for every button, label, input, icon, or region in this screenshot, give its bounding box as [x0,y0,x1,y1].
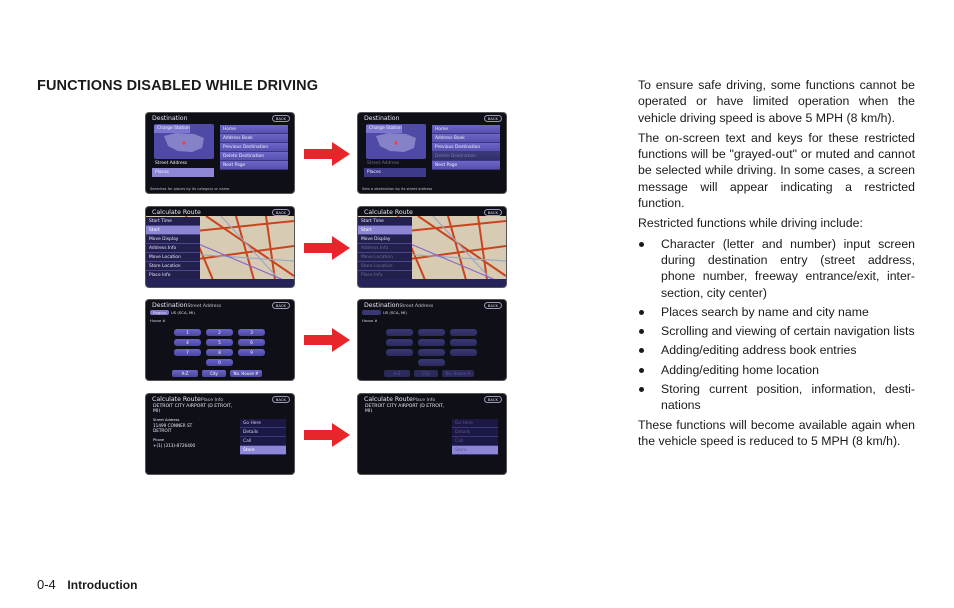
address-book-button[interactable]: Address Book [220,134,288,143]
back-button[interactable]: BACK [484,209,502,216]
screen-street-address-driving [358,300,506,380]
screen-street-address-normal [146,300,294,380]
list-item: Adding/editing home location [638,362,915,378]
screen-title: Calculate Route [152,209,201,216]
screen-subtitle: Street Address [187,304,222,309]
start-item[interactable]: Start [358,226,412,235]
call-button[interactable]: Call [240,437,286,446]
screen-place-info-driving [358,394,506,474]
key-8 [418,349,445,356]
move-location-item[interactable]: Move Location [146,253,200,262]
back-button[interactable]: BACK [484,396,502,403]
place-details [153,404,233,448]
screen-title [152,302,221,309]
address-line-2: DETROIT [153,428,172,433]
key-0 [418,359,445,366]
back-button[interactable]: BACK [272,302,290,309]
route-menu [358,217,412,280]
screen-route-normal [146,207,294,287]
back-button[interactable]: BACK [484,302,502,309]
phone-label: Phone [153,438,165,442]
arrow-icon [304,236,350,260]
back-button[interactable]: BACK [272,396,290,403]
key-0[interactable]: 0 [206,359,233,366]
home-button[interactable]: Home [220,125,288,134]
body-text [638,77,915,453]
store-button: Store [452,446,498,455]
destination-menu [432,125,500,170]
list-item: Storing current position, information, desti-nations [638,381,915,414]
address-line-1: 11499 CONNER ST [153,423,193,428]
previous-destination-button[interactable]: Previous Destination [220,143,288,152]
delete-destination-button: Delete Destination [432,152,500,161]
list-intro: Restricted functions while driving include: [638,216,863,231]
region-tag: Region [362,310,381,315]
place-name: DETROIT CITY AIRPORT (D ETROIT, MI) [153,404,233,414]
route-status-bar [146,279,294,287]
screen-title: Destination [152,115,188,122]
key-3 [450,329,477,336]
key-3[interactable]: 3 [238,329,265,336]
restricted-functions-list [638,236,915,414]
arrow-shape [304,328,350,352]
place-details [365,404,445,414]
list-item: Character (letter and number) input screen during destination entry (street address, phone number, freeway entrance/exit, inter-section, city center) [638,236,915,301]
key-6 [450,339,477,346]
start-item[interactable]: Start [146,226,200,235]
phone-number: +(1) (313)-8726400 [153,443,196,448]
list-item: Adding/editing address book entries [638,342,915,358]
address-info-item: Address Info [358,244,412,253]
charge-station-button[interactable]: Charge Station [366,125,402,133]
key-4 [386,339,413,346]
street-address-button[interactable]: Street Address [155,161,188,166]
store-location-item: Store Location [358,262,412,271]
start-time-item[interactable]: Start Time [358,217,412,226]
screen-hint: Searches for places by its category or name [150,187,230,191]
next-page-button[interactable]: Next Page [432,161,500,170]
back-button[interactable]: BACK [272,115,290,122]
arrow-shape [304,142,350,166]
screen-subtitle: Place Info [200,398,224,403]
region-row [150,310,195,315]
screen-title-main: Calculate Route [152,396,201,403]
region-tag[interactable]: Region [150,310,169,315]
arrow-icon [304,142,350,166]
screen-title [364,396,435,403]
arrow-icon [304,423,350,447]
charge-station-button[interactable]: Charge Station [154,125,190,133]
list-item: Places search by name and city name [638,304,915,320]
section-name: Introduction [67,578,138,592]
screen-place-info-normal [146,394,294,474]
details-button[interactable]: Details [240,428,286,437]
previous-destination-button[interactable]: Previous Destination [432,143,500,152]
key-7[interactable]: 7 [174,349,201,356]
region-value: US (SCA, MI) [383,310,407,315]
next-page-button[interactable]: Next Page [220,161,288,170]
key-1 [386,329,413,336]
key-9 [450,349,477,356]
az-button[interactable]: A-Z [172,370,198,377]
key-2[interactable]: 2 [206,329,233,336]
screen-title-main: Destination [152,302,188,309]
region-row [362,310,407,315]
page-footer [37,577,137,592]
back-button[interactable]: BACK [272,209,290,216]
closing-paragraph: These functions will become available again when the vehicle speed is reduced to 5 MPH (8 km/h). [638,417,915,448]
go-here-button[interactable]: Go Here [240,419,286,428]
intro-paragraph: To ensure safe driving, some functions cannot be operated or have limited operation when the vehicle driving speed is above 5 MPH (8 km/h). [638,78,915,125]
home-button[interactable]: Home [432,125,500,134]
section-heading: FUNCTIONS DISABLED WHILE DRIVING [37,78,319,94]
key-9[interactable]: 9 [238,349,265,356]
key-4[interactable]: 4 [174,339,201,346]
destination-menu [220,125,288,170]
screen-subtitle: Street Address [399,304,434,309]
region-value: US (SCA, MI) [171,310,195,315]
key-7 [386,349,413,356]
move-display-item[interactable]: Move Display [146,235,200,244]
place-actions [240,419,286,455]
arrow-shape [304,236,350,260]
house-number-label: House # [362,319,378,323]
screen-destination-normal [146,113,294,193]
key-1[interactable]: 1 [174,329,201,336]
screen-title [152,396,223,403]
no-house-button: No. House # [442,370,474,377]
restricted-keys-paragraph: The on-screen text and keys for these restricted functions will be "grayed-out" or muted and cannot be selected while driving. In some cases, a screen message will appear indicating a restricted function. [638,130,915,211]
city-button[interactable]: City [202,370,226,377]
places-button[interactable]: Places [364,168,426,177]
key-6[interactable]: 6 [238,339,265,346]
list-item: Scrolling and viewing of certain navigation lists [638,323,915,339]
no-house-button[interactable]: No. House # [230,370,262,377]
screen-hint: Sets a destination by its street address [362,187,433,191]
delete-destination-button[interactable]: Delete Destination [220,152,288,161]
key-5 [418,339,445,346]
call-button: Call [452,437,498,446]
route-menu [146,217,200,280]
house-number-label: House # [150,319,166,323]
start-time-item[interactable]: Start Time [146,217,200,226]
key-5[interactable]: 5 [206,339,233,346]
screen-title: Destination [364,115,400,122]
screen-title [364,302,433,309]
screen-title: Calculate Route [364,209,413,216]
az-button: A-Z [384,370,410,377]
screen-destination-driving [358,113,506,193]
go-here-button: Go Here [452,419,498,428]
address-info-item[interactable]: Address Info [146,244,200,253]
store-location-item[interactable]: Store Location [146,262,200,271]
screen-route-driving [358,207,506,287]
arrow-icon [304,328,350,352]
screen-subtitle: Place Info [412,398,436,403]
back-button[interactable]: BACK [484,115,502,122]
key-2 [418,329,445,336]
key-8[interactable]: 8 [206,349,233,356]
move-display-item[interactable]: Move Display [358,235,412,244]
place-actions [452,419,498,455]
screen-title-main: Calculate Route [364,396,413,403]
move-location-item: Move Location [358,253,412,262]
store-button[interactable]: Store [240,446,286,455]
place-info-item[interactable]: Place Info [146,271,200,280]
route-status-bar [358,279,506,287]
details-button: Details [452,428,498,437]
page-number: 0-4 [37,577,56,592]
place-name: DETROIT CITY AIRPORT (D ETROIT, MI) [365,404,445,414]
arrow-shape [304,423,350,447]
street-address-button: Street Address [367,161,400,166]
places-button[interactable]: Places [152,168,214,177]
city-button: City [414,370,438,377]
address-book-button[interactable]: Address Book [432,134,500,143]
street-address-label: Street Address [153,418,180,422]
place-info-item: Place Info [358,271,412,280]
screen-title-main: Destination [364,302,400,309]
